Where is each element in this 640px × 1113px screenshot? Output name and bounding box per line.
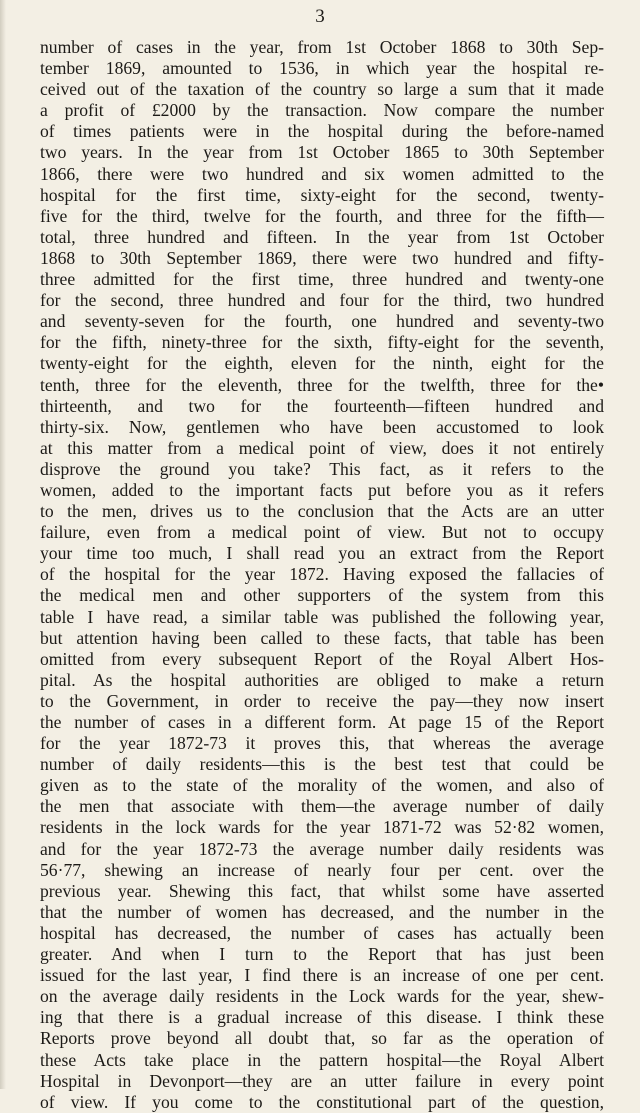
- text-line: two years. In the year from 1st October 1865 to 30th September: [40, 142, 604, 163]
- text-line: pital. As the hospital authorities are obliged to make a return: [40, 669, 604, 690]
- text-line: hospital has decreased, the number of cases has actually been: [40, 922, 604, 943]
- text-line: of the hospital for the year 1872. Having exposed the fallacies of: [40, 564, 604, 585]
- text-line: three admitted for the first time, three hundred and twenty-one: [40, 269, 604, 290]
- text-line: previous year. Shewing this fact, that whilst some have asserted: [40, 880, 604, 901]
- text-line: failure, even from a medical point of view. But not to occupy: [40, 522, 604, 543]
- text-line: but attention having been called to these facts, that table has been: [40, 627, 604, 648]
- text-line: given as to the state of the morality of the women, and also of: [40, 775, 604, 796]
- text-line: number of daily residents—this is the best test that could be: [40, 754, 604, 775]
- text-line: 1866, there were two hundred and six women admitted to the: [40, 163, 604, 184]
- text-line: to the Government, in order to receive the pay—they now insert: [40, 690, 604, 711]
- text-line: these Acts take place in the pattern hospital—the Royal Albert: [40, 1049, 604, 1070]
- text-line: for the second, three hundred and four for the third, two hundred: [40, 290, 604, 311]
- text-line: women, added to the important facts put before you as it refers: [40, 479, 604, 500]
- text-line: 1868 to 30th September 1869, there were two hundred and fifty-: [40, 247, 604, 268]
- text-line: table I have read, a similar table was published the following year,: [40, 606, 604, 627]
- text-line: ing that there is a gradual increase of this disease. I think these: [40, 1007, 604, 1028]
- text-line: 56·77, shewing an increase of nearly four per cent. over the: [40, 859, 604, 880]
- text-line: on the average daily residents in the Lock wards for the year, shew-: [40, 986, 604, 1007]
- text-line: of view. If you come to the constitutional part of the question,: [40, 1091, 604, 1112]
- text-line: at this matter from a medical point of view, does it not entirely: [40, 437, 604, 458]
- page-number: 3: [315, 6, 325, 27]
- text-line: for the year 1872-73 it proves this, that whereas the average: [40, 733, 604, 754]
- text-line: thirteenth, and two for the fourteenth—fifteen hundred and: [40, 395, 604, 416]
- text-line: Reports prove beyond all doubt that, so far as the operation of: [40, 1028, 604, 1049]
- page-edge-shadow: [0, 0, 6, 1089]
- text-line: hospital for the first time, sixty-eight for the second, twenty-: [40, 184, 604, 205]
- text-line: that the number of women has decreased, and the number in the: [40, 901, 604, 922]
- text-line: for the fifth, ninety-three for the sixth, fifty-eight for the seventh,: [40, 332, 604, 353]
- text-line: to the men, drives us to the conclusion that the Acts are an utter: [40, 501, 604, 522]
- text-line: the number of cases in a different form. At page 15 of the Report: [40, 712, 604, 732]
- text-line: twenty-eight for the eighth, eleven for the ninth, eight for the: [40, 353, 604, 374]
- text-line: of times patients were in the hospital during the before-named: [40, 121, 604, 142]
- text-line: thirty-six. Now, gentlemen who have been accustomed to look: [40, 416, 604, 437]
- text-line: and for the year 1872-73 the average number daily residents was: [40, 838, 604, 859]
- text-line: issued for the last year, I find there is an increase of one per cent.: [40, 965, 604, 986]
- text-line: your time too much, I shall read you an extract from the Report: [40, 543, 604, 564]
- text-line: tenth, three for the eleventh, three for the twelfth, three for the•: [40, 374, 604, 395]
- text-line: total, three hundred and fifteen. In the year from 1st October: [40, 226, 604, 247]
- text-line: residents in the lock wards for the year 1871-72 was 52·82 women,: [40, 817, 604, 838]
- text-line: tember 1869, amounted to 1536, in which year the hospital re-: [40, 58, 604, 79]
- text-line: greater. And when I turn to the Report that has just been: [40, 944, 604, 965]
- text-line: the medical men and other supporters of the system from this: [40, 585, 604, 606]
- text-line: a profit of £2000 by the transaction. Now compare the number: [40, 100, 604, 121]
- text-line: number of cases in the year, from 1st October 1868 to 30th Sep-: [40, 37, 604, 57]
- text-line: omitted from every subsequent Report of the Royal Albert Hos-: [40, 648, 604, 669]
- text-line: five for the third, twelve for the fourth, and three for the fifth—: [40, 205, 604, 226]
- text-line: disprove the ground you take? This fact, as it refers to the: [40, 458, 604, 479]
- body-paragraph: [40, 37, 604, 1113]
- text-line: Hospital in Devonport—they are an utter failure in every point: [40, 1070, 604, 1091]
- text-line: the men that associate with them—the average number of daily: [40, 796, 604, 817]
- text-line: and seventy-seven for the fourth, one hundred and seventy-two: [40, 311, 604, 332]
- text-line: ceived out of the taxation of the country so large a sum that it made: [40, 79, 604, 100]
